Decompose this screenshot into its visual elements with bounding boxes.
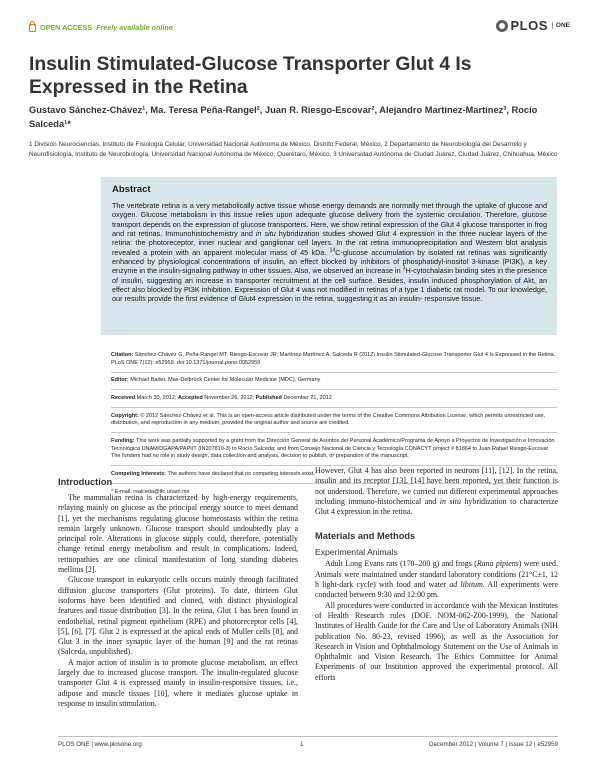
citation-label: Citation: — [111, 352, 134, 358]
affiliations: 1 División Neurociencias, Instituto de Fisiología Celular, Universidad Nacional Autónoma de México, Distrito Federal, México, 2 Departamento de Neurobiología del Desarrollo y Neurofisiología, Instituto de Neurobiología, Universidad Nacional Autónoma de México, Querétaro, México, 3 Universidad Autónoma de Ciudad Juárez, Ciudad Juárez, Chihuahua, México — [29, 141, 558, 158]
text-part: ) were used. Animals were maintained under standard laboratory conditions (21°C±1, 12 h light-dark cycle) with food and water — [315, 559, 558, 590]
author-list: Gustavo Sánchez-Chávez¹, Ma. Teresa Peña-Rangel², Juan R. Riesgo-Escovar², Alejandro Martínez-Martínez³, Rocío Salceda¹* — [29, 105, 538, 129]
paragraph — [315, 559, 558, 600]
contact-email[interactable]: * E-mail: rsalceda@ifc.unam.mx — [111, 488, 190, 495]
footer-journal[interactable]: PLOS ONE | www.plosone.org — [58, 741, 142, 748]
competing-text: The authors have declared that no competing interests exist. — [166, 470, 315, 477]
abstract-superscript: 3 — [402, 266, 406, 272]
open-access-banner — [29, 23, 173, 32]
funding — [111, 438, 557, 461]
footer-issue-info: December 2012 | Volume 7 | Issue 12 | e52959 — [429, 741, 558, 748]
page-number: 1 — [300, 741, 304, 748]
abstract-box — [101, 177, 557, 335]
abstract-text-part: hybridization studies showed Glut 4 expression in the three nuclear layers of the retina: the photoreceptor, inner nuclear and ganglionar cell layers. In the rat retina immunoprecipitation and Western blot analysis revealed a protein with an apparent molecular mass of 45 kDa. — [112, 229, 547, 257]
divider — [111, 407, 557, 408]
freely-available-label: Freely available online — [96, 23, 173, 32]
paragraph — [315, 466, 558, 517]
editor-label: Editor: — [111, 377, 129, 384]
journal-logo-subtext: ONE — [552, 22, 570, 29]
article-title: Insulin Stimulated-Glucose Transporter Glut 4 Is Expressed in the Retina — [29, 54, 472, 98]
open-lock-icon — [29, 24, 36, 32]
abstract-heading: Abstract — [112, 184, 151, 195]
text-part: hybridization to characterize Glut 4 expression in the retina. — [315, 496, 558, 517]
right-column — [315, 466, 558, 683]
copyright-label: Copyright: — [111, 412, 139, 419]
abstract-text-part: C-glucose accumulation by isolated rat retinas was significantly enhanced by physiological concentrations of insulin, an effect blocked by inhibitors of phosphatidyl-inositol 3-kinase (PI3K), a key enzyme in the insulin-signaling pathway in other tissues. Also, we observed an increase in — [112, 247, 547, 276]
journal-logo-text: PLOS — [510, 18, 548, 33]
published-label: Published — [255, 394, 282, 401]
received-date: March 30, 2012; — [135, 394, 178, 401]
page-footer — [58, 736, 558, 748]
citation — [111, 352, 557, 367]
divider — [111, 432, 557, 433]
editor — [111, 377, 557, 385]
paragraph: A major action of insulin is to promote glucose metabolism, an effect largely due to increased glucose transport. The insulin-regulated glucose transporter Glut 4 is expressed mainly in insulin-responsive tissues, i.e., adipose and muscle tissues [10], where it mediates glucose uptake in response to insulin stimulation. — [58, 657, 298, 708]
editor-text: Michael Bader, Max-Delbrück Center for Molecular Medicine (MDC), Germany — [128, 377, 321, 384]
abstract-text-part: The vertebrate retina is a very metabolically active tissue whose energy demands are normally met through the uptake of glucose and oxygen. Glucose metabolism in this tissue relies upon adequate glucose delivery from the systemic circulation. Therefore, glucose transport depends on the expression of glucose transporters. Here, we show retinal expression of the Glut 4 glucose transporter in frog and rat retinas. Immunohistochemistry and — [112, 201, 547, 239]
left-column — [58, 477, 298, 709]
paragraph: The mammalian retina is characterized by high-energy requirements, relaying mainly on glucose as the principal energy source to meet demand [1], yet the mechanisms regulating glucose homeostasis within the retina remain largely unknown. Glucose transport should undoubtedly play a principal role. Alterations in glucose supply could, therefore, potentially change retinal energy metabolism and result in complications. Indeed, retinopathies are one clinical manifestation of long standing diabetes mellitus [2]. — [58, 493, 298, 575]
section-heading-methods: Materials and Methods — [315, 531, 416, 542]
published-date: December 21, 2012 — [281, 394, 332, 401]
abstract-text — [112, 201, 547, 304]
abstract-superscript: 14 — [329, 247, 336, 254]
plos-logo-icon — [496, 20, 508, 32]
abstract-text-part: H-cytochalasin binding sites in the presence of insulin, suggesting an increase in transporter recruitment at the cell surface. Besides, insulin induced phosphorylation of Akt, an effect also blocked by PI3K inhibition. Expression of Glut 4 was not modified in retinas of a type 1 diabetic rat model. To our knowledge, our results provide the first evidence of Glut4 expression in the retina, suggesting it as an insulin- responsive tissue. — [112, 266, 547, 304]
copyright-text: © 2012 Sánchez-Chávez et al. This is an open-access article distributed under the terms of the Creative Commons Attribution License, which permits unrestricted use, distribution, and reproduction in any medium, provided the original author and source are credited. — [111, 412, 546, 427]
italic-term: Rana pipiens — [476, 559, 519, 569]
journal-logo — [496, 18, 571, 33]
open-access-label: OPEN ACCESS — [40, 23, 93, 32]
competing-label: Competing Interests: — [111, 470, 167, 477]
italic-term: in situ — [439, 496, 461, 506]
italic-term: ad libitum — [449, 580, 483, 590]
funding-label: Funding: — [111, 437, 135, 444]
accepted-date: November 26, 2012; — [202, 394, 256, 401]
page-header — [0, 0, 600, 50]
text-part: However, Glut 4 has also been reported in neurons [11], [12]. In the retina, insulin and its receptor [13], [14] have been reported, yet their function is not understood. Therefore, we carried out different experimental approaches including immuno-histochemical and — [315, 466, 558, 506]
received-label: Received — [111, 394, 136, 401]
funding-text: This work was partially supported by a grant from the Dirección General de Asuntos del Personal Académico/Programa de Apoyo a Proyectos de Investigación e Innovación Tecnológica UNAM/DGAPA/PAPIIT (IN207810-3) to Rocío Salceda; and from Consejo Nacional de Ciencia y Tecnología CONACYT project # 81864 to Juan Rafael Riesgo-Escovar. The funders had no role in study design, data collection and analysis, decision to publish, or preparation of the manuscript. — [111, 437, 555, 460]
paragraph: Glucose transport in eukaryotic cells occurs mainly through facilitated diffusion glucose transporters (Glut proteins). To date, thirteen Glut isoforms have been identified and cloned, with distinct physiological features and tissue distribution [3]. In the retina, Glut 1 has been found in endothelial, retinal pigment epithelium (RPE) and photoreceptor cells [4], [5], [6], [7]. Glut 2 is expressed at the apical ends of Muller cells [8], and Glut 3 in the inner synaptic layer of the human [9] and the rat retinas (Salceda, unpublished). — [58, 575, 298, 657]
section-heading-introduction: Introduction — [58, 477, 113, 487]
divider — [111, 372, 557, 373]
dates — [111, 395, 557, 403]
text-part: . All experiments were conducted between 9:30 and 12:00 pm. — [315, 580, 558, 600]
accepted-label: Accepted — [177, 394, 203, 401]
footer-divider — [58, 736, 558, 737]
paragraph: All procedures were conducted in accordance with the Mexican Institutes of Health Research rules (DOF. NOM-062-Z00-1999), the National Institutes of Health Guide for the Care and Use of Laboratory Animals (NIH publication No. 80-23, revised 1996), as well as the Association for Research in Vision and Ophthalmology Statement on the Use of Animals in Ophthalmic and Vision Research. The Ethics Committee for Animal Experiments of our Institution approved the experimental protocol. All efforts — [315, 600, 558, 682]
citation-text: Sánchez-Chávez G, Peña-Rangel MT, Riesgo-Escovar JR, Martínez-Martínez A, Salceda R (2012) Insulin Stimulated-Glucose Transporter Glut 4 Is Expressed in the Retina. PLoS ONE 7(12): e52959. doi:10.1371/journal.pone.0052959 — [111, 352, 556, 366]
abstract-italic-term: in situ — [255, 229, 276, 239]
subsection-heading-animals: Experimental Animals — [315, 547, 398, 558]
text-part: Adult Long Evans rats (170–200 g) and frogs ( — [325, 559, 477, 569]
copyright — [111, 413, 557, 428]
divider — [111, 389, 557, 390]
